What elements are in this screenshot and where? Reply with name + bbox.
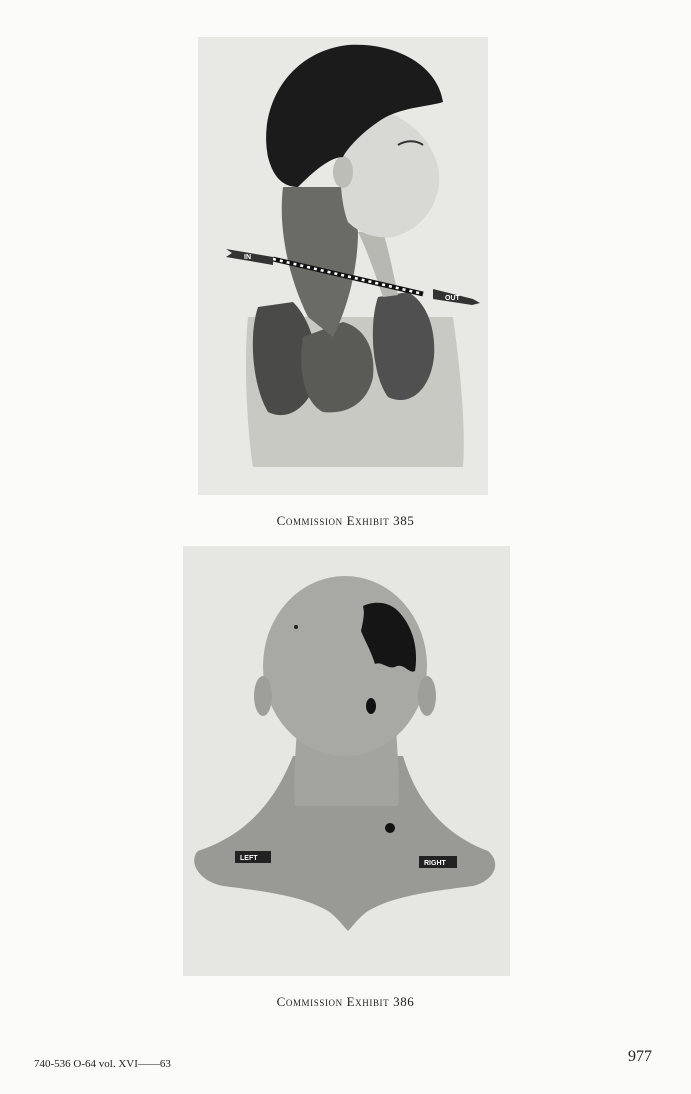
exhibit-386-svg bbox=[183, 546, 510, 976]
exhibit-385-drawing bbox=[198, 37, 488, 495]
exhibit-385-svg bbox=[198, 37, 488, 495]
page-number: 977 bbox=[628, 1048, 652, 1065]
left-ear-shape bbox=[254, 676, 272, 716]
back-entry-mark bbox=[385, 823, 395, 833]
right-label: RIGHT bbox=[424, 860, 446, 867]
right-ear-shape bbox=[418, 676, 436, 716]
print-code: 740-536 O-64 vol. XVI——63 bbox=[34, 1058, 171, 1070]
exhibit-386-caption: Commission Exhibit 386 bbox=[276, 994, 415, 1009]
left-label: LEFT bbox=[240, 855, 258, 862]
in-label: IN bbox=[244, 254, 251, 261]
exhibit-385-caption: Commission Exhibit 385 bbox=[276, 513, 415, 528]
dot-mark bbox=[294, 625, 298, 629]
exhibit-386-drawing bbox=[183, 546, 510, 976]
out-label: OUT bbox=[445, 295, 460, 302]
head-entry-mark bbox=[366, 698, 376, 714]
ear-shape bbox=[333, 156, 353, 188]
